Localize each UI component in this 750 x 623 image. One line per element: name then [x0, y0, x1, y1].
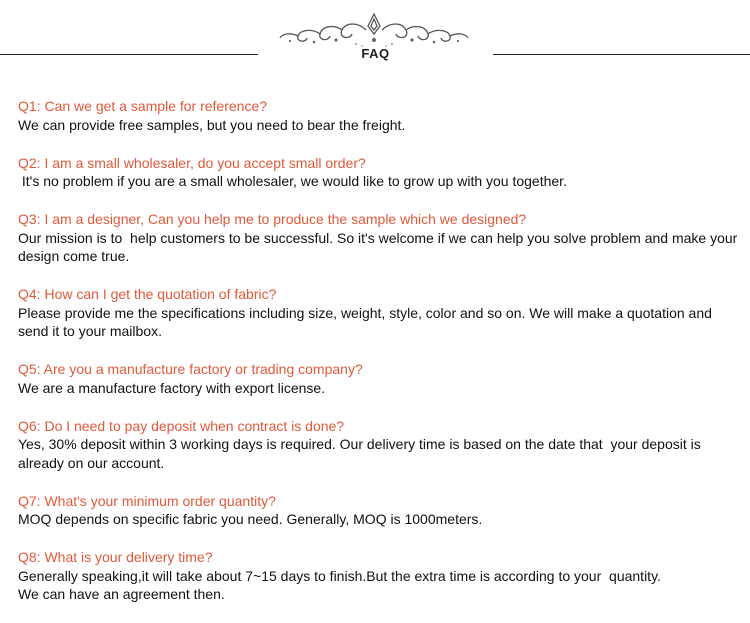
header-rule-right [493, 54, 750, 55]
floral-scroll-ornament-icon [276, 10, 472, 50]
faq-answer: We can provide free samples, but you need to bear the freight. [18, 116, 406, 133]
faq-question: Q1: Can we get a sample for reference? [18, 98, 268, 114]
header-rule-left [0, 54, 258, 55]
faq-answer: MOQ depends on specific fabric you need. Generally, MOQ is 1000meters. [18, 511, 483, 527]
faq-item [18, 210, 743, 266]
faq-list [18, 97, 743, 623]
faq-answer: We are a manufacture factory with export license. [18, 379, 326, 396]
faq-question: Q8: What is your delivery time? [18, 549, 213, 565]
page-title: FAQ [361, 46, 390, 61]
faq-answer: Please provide me the specifications including size, weight, style, color and so on. We will make a quotation and send it to your mailbox. [18, 304, 716, 339]
faq-question: Q6: Do I need to pay deposit when contract is done? [18, 417, 345, 434]
faq-question: Q5: Are you a manufacture factory or trading company? [18, 361, 363, 377]
faq-question: Q2: I am a small wholesaler, do you accept small order? [18, 154, 366, 171]
faq-answer: It's no problem if you are a small wholesaler, we would like to grow up with you together. [18, 173, 567, 189]
faq-header [0, 0, 750, 80]
faq-answer: Yes, 30% deposit within 3 working days is required. Our delivery time is based on the date that your deposit is already on our account. [18, 436, 705, 471]
faq-question: Q3: I am a designer, Can you help me to produce the sample which we designed? [18, 211, 527, 227]
faq-item [18, 285, 743, 341]
faq-answer: Our mission is to help customers to be successful. So it's welcome if we can help you solve problem and make your design come true. [18, 229, 742, 264]
faq-item [18, 360, 743, 397]
faq-item [18, 417, 743, 473]
faq-answer: Generally speaking,it will take about 7~15 days to finish.But the extra time is according to your quantity. We can have an agreement then. [18, 567, 661, 602]
faq-item [18, 492, 743, 529]
faq-item [18, 154, 743, 191]
faq-question: Q4: How can I get the quotation of fabric? [18, 286, 277, 302]
faq-question: Q7: What's your minimum order quantity? [18, 492, 276, 509]
faq-item [18, 548, 743, 604]
faq-item [18, 97, 743, 134]
